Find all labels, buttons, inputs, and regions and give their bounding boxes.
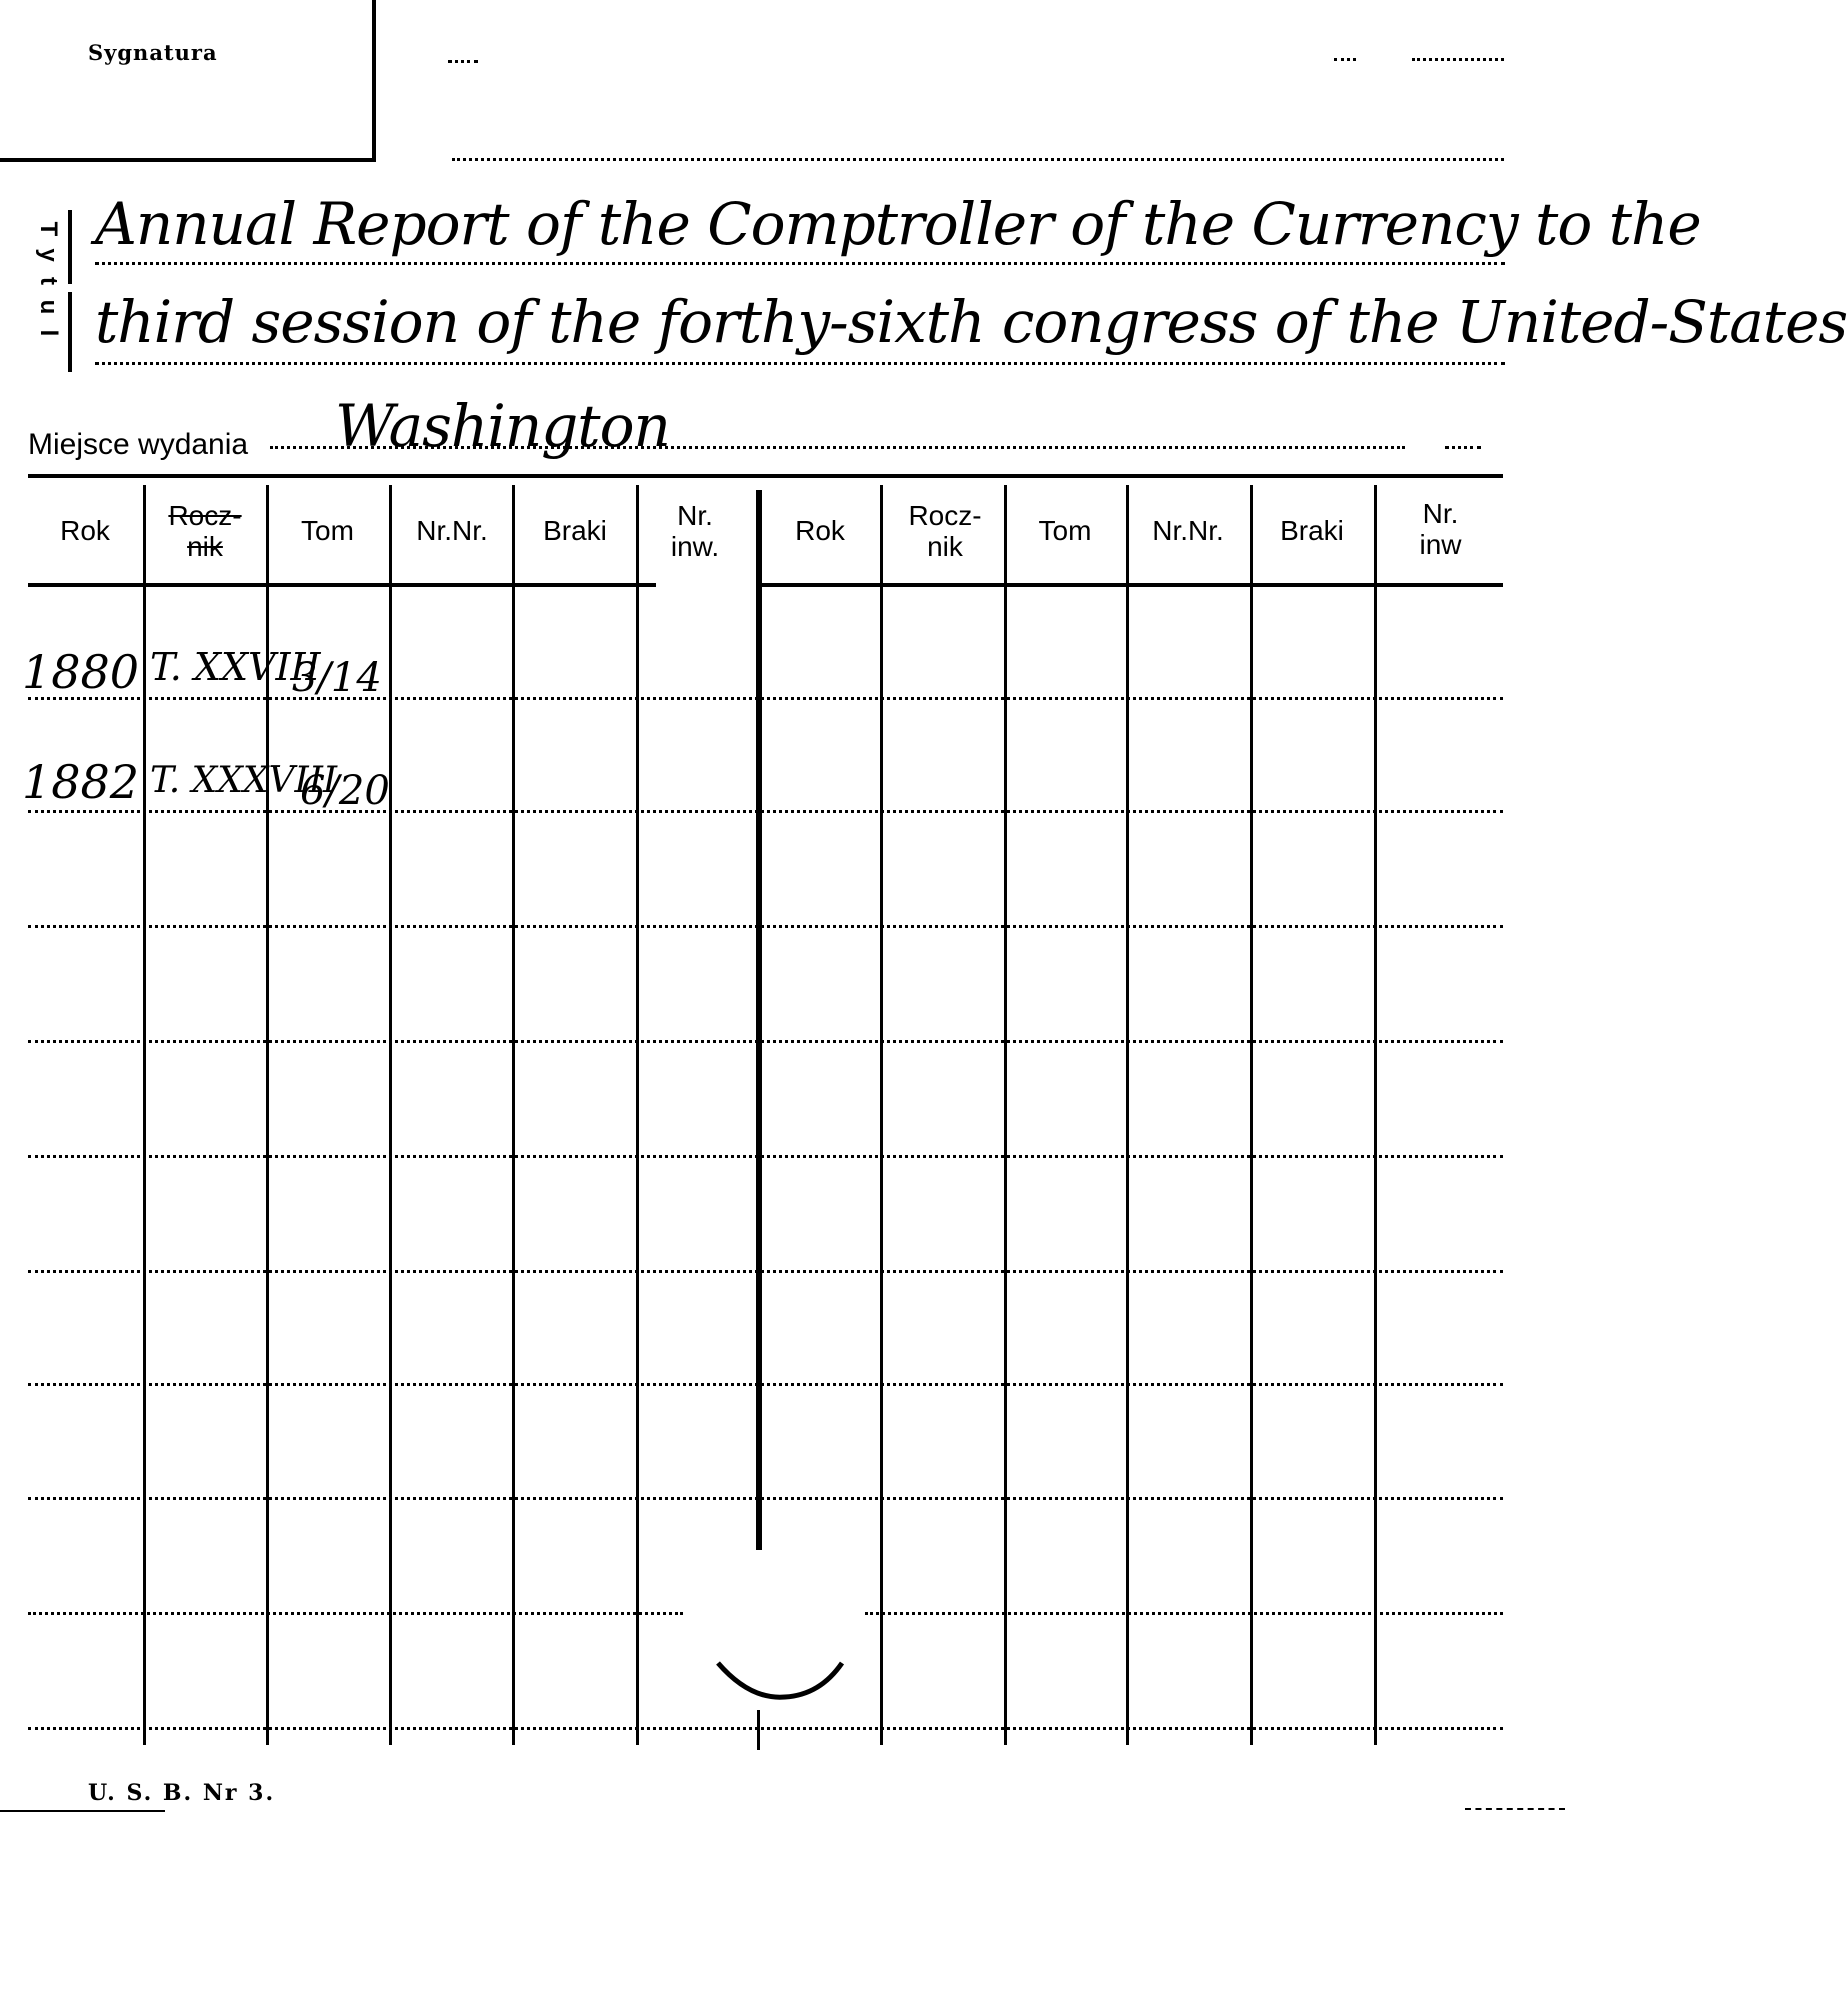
dotted-line	[270, 446, 1405, 449]
signature-label: Sygnatura	[88, 40, 218, 65]
bottom-edge	[1465, 1808, 1565, 1810]
entry-1-rok: 1880	[22, 645, 140, 699]
title-bracket	[68, 292, 72, 372]
header-braki: Braki	[543, 515, 607, 546]
column-divider	[512, 485, 515, 1745]
table-row-line	[28, 1727, 1503, 1730]
table-row-line	[28, 1612, 683, 1615]
dotted-line	[1445, 446, 1481, 449]
column-divider	[389, 485, 392, 1745]
header-bottom-rule	[756, 583, 1503, 587]
column-divider	[880, 485, 883, 1745]
header-tom-2: Tom	[1038, 515, 1092, 546]
table-row-line	[28, 697, 1503, 700]
title-bracket	[68, 210, 72, 284]
dotted-line	[448, 60, 478, 63]
bottom-edge	[0, 1810, 165, 1812]
entry-2-rocznik: T. XXXVIII	[150, 760, 338, 801]
place-label: Miejsce wydania	[28, 428, 249, 461]
center-divider	[756, 490, 762, 1550]
column-divider	[1250, 485, 1253, 1745]
dotted-line	[95, 262, 1505, 265]
entry-1-rocznik: T. XXVIII	[150, 645, 321, 689]
dotted-line	[452, 158, 1504, 161]
table-row-line	[28, 1270, 1503, 1273]
table-row-line	[28, 1383, 1503, 1386]
header-bottom-rule	[28, 583, 656, 587]
title-line-1: Annual Report of the Comptroller of the Currency to the	[95, 190, 1701, 258]
table-row-line	[28, 1040, 1503, 1043]
header-braki-2: Braki	[1280, 515, 1344, 546]
header-nrnr-2: Nr.Nr.	[1152, 515, 1224, 546]
entry-2-tom: 6/20	[300, 768, 390, 814]
header-tom: Tom	[301, 515, 354, 546]
place-value: Washington	[335, 392, 670, 460]
dotted-line	[1412, 58, 1504, 61]
table-row-line	[865, 1612, 1503, 1615]
column-divider	[1126, 485, 1129, 1745]
center-divider	[757, 1710, 760, 1750]
column-divider	[636, 485, 639, 1745]
title-label: T y t u l	[35, 221, 62, 337]
dotted-line	[1334, 58, 1356, 61]
header-nr-inw-2: Nr. inw	[1419, 498, 1462, 560]
table-row-line	[28, 1155, 1503, 1158]
punch-hole-mark	[710, 1655, 850, 1715]
entry-1-tom: 3/14	[292, 655, 382, 701]
header-rocznik-2: Rocz- nik	[908, 500, 982, 562]
signature-box	[0, 0, 376, 162]
table-row-line	[28, 1497, 1503, 1500]
column-divider	[1374, 485, 1377, 1745]
table-row-line	[28, 810, 1503, 813]
dotted-line	[95, 362, 1505, 365]
title-line-2: third session of the forthy-sixth congress of the United-States	[95, 288, 1847, 356]
column-divider	[143, 485, 146, 1745]
header-nrnr: Nr.Nr.	[416, 515, 488, 546]
header-rok: Rok	[60, 515, 110, 546]
header-rocznik: Rocz- nik	[168, 500, 242, 562]
table-top-rule	[28, 474, 1503, 478]
entry-2-rok: 1882	[22, 755, 140, 809]
header-rok-2: Rok	[795, 515, 845, 546]
table-row-line	[28, 925, 1503, 928]
column-divider	[1004, 485, 1007, 1745]
form-number: U. S. B. Nr 3.	[88, 1780, 276, 1806]
header-nr-inw: Nr. inw.	[670, 500, 720, 562]
